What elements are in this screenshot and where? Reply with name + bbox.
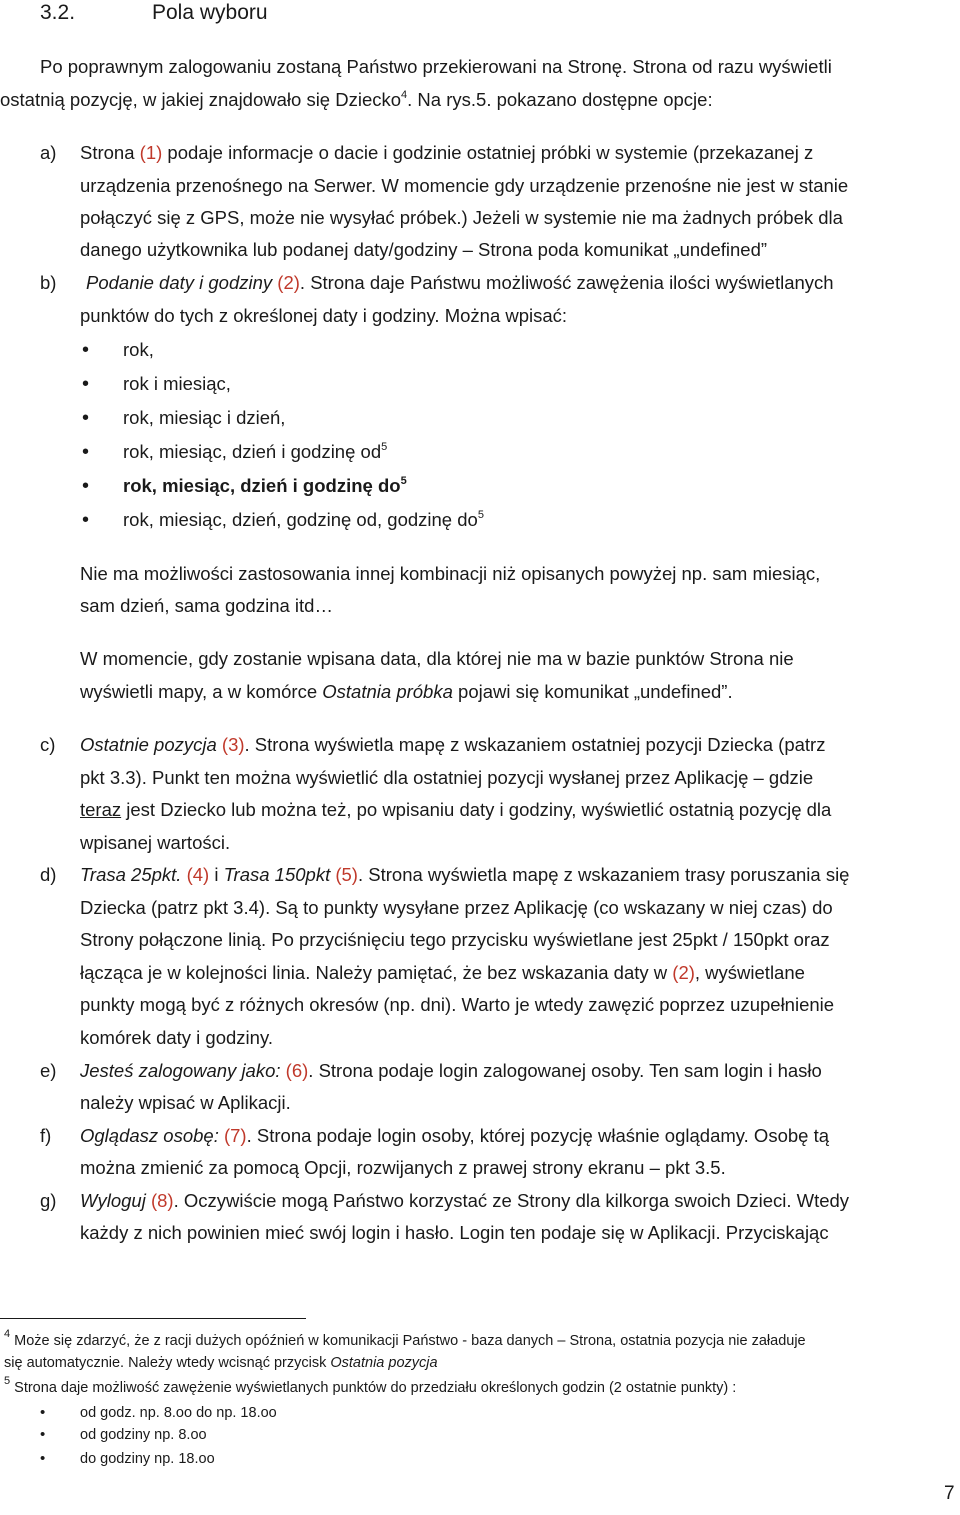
list-item: rok, miesiąc i dzień, (123, 407, 286, 428)
option-title: Jesteś zalogowany jako: (80, 1060, 281, 1081)
bullet-icon: • (40, 1404, 46, 1421)
footnote-ref-5: 5 (381, 441, 388, 453)
list-item: rok, miesiąc, dzień i godzinę $od^5$ (123, 441, 388, 462)
bullet-icon: • (82, 475, 90, 497)
item-marker: c) (40, 734, 56, 755)
item-marker: e) (40, 1060, 57, 1081)
list-item: rok, miesiąc, dzień, godzinę od, godzinę $do^5$ (123, 509, 484, 530)
option-title: Trasa 25pkt. (80, 864, 182, 885)
reference-6: (6) (285, 1060, 309, 1081)
reference-4: (4) (186, 864, 210, 885)
bullet-icon: • (82, 373, 90, 395)
bullet-icon: • (82, 509, 90, 531)
reference-1: (1) (139, 142, 163, 163)
page-number: 7 (944, 1483, 955, 1504)
bullet-icon: • (82, 441, 90, 463)
option-title: Trasa 150pkt (223, 864, 331, 885)
item-marker: f) (40, 1125, 52, 1146)
bullet-icon: • (40, 1450, 46, 1467)
option-title: Wyloguj (80, 1190, 146, 1211)
footnote-ref-4: 4 (401, 89, 408, 101)
footnote-4-cont: się automatycznie. Należy wtedy wcisnąć przycisk Ostatnia pozycja (4, 1355, 438, 1371)
reference-3: (3) (221, 734, 245, 755)
option-title: Podanie daty i godziny (86, 272, 273, 293)
bullet-icon: • (40, 1426, 46, 1443)
item-marker: a) (40, 142, 57, 163)
bullet-icon: • (82, 407, 90, 429)
footnote-ref-5: 5 (400, 475, 407, 487)
bullet-icon: • (82, 339, 90, 361)
reference-5: (5) (335, 864, 358, 885)
item-marker: d) (40, 864, 57, 885)
section-heading (0, 0, 268, 26)
list-item: od godziny np. 8.oo (80, 1427, 207, 1443)
reference-2: (2) (277, 272, 300, 293)
footnote-4: $^4$ Może się zdarzyć, że z racji dużych opóźnień w komunikacji Państwo - baza danych – Strona, ostatnia pozycja nie załaduje (4, 1328, 806, 1349)
list-item: od godz. np. 8.oo do np. 18.oo (80, 1405, 277, 1421)
footnote-5: $^5$ Strona daje możliwość zawężenie wyświetlanych punktów do przedziału określonych godzin (2 ostatnie punkty) : (4, 1375, 737, 1396)
footnote-divider (0, 1318, 306, 1319)
section-title: Pola wyboru (152, 1, 268, 24)
reference-7: (7) (223, 1125, 247, 1146)
item-marker: b) (40, 272, 57, 293)
list-item: rok i miesiąc, (123, 373, 231, 394)
option-title: Oglądasz osobę: (80, 1125, 219, 1146)
document-page: 3.2. Pola wyboru Po poprawnym zalogowaniu zostaną Państwo przekierowani na Stronę. Strona od razu wyświetli ostatnią pozycję, w jakiej znajdowało się Dziecko$^4$. Na rys.5. pokazano dostępne opcje: a) Strona (1) podaje informacje o dacie i godzinie ostatniej próbki w systemie (przekazanej z urządzenia przenośnego na Serwer. W momencie gdy urządzenie przenośne nie jest w stanie połączyć się z GPS, może nie wysyłać próbek.) Jeżeli w systemie nie ma żadnych próbek dla danego użytkownika lub podanej daty/godziny – Strona poda komunikat „undefined” b) Podanie daty i godziny (2). Strona daje Państwu możliwość zawężenia ilości wyświetlanych punktów do tych z określonej daty i godziny. Można wpisać: • rok, • rok i miesiąc, • rok, miesiąc i dzień, • rok, miesiąc, dzień i godzinę $od^5$ • rok, miesiąc, dzień i godzinę $do^5$ • rok, miesiąc, dzień, godzinę od, godzinę $do^5$ Nie ma możliwości zastosowania innej kombinacji niż opisanych powyżej np. sam miesiąc, sam dzień, sama godzina itd… W momencie, gdy zostanie wpisana data, dla której nie ma w bazie punktów Strona nie wyświetli mapy, a w komórce Ostatnia próbka pojawi się komunikat „undefined”. c) Ostatnie pozycja (3). Strona wyświetla mapę z wskazaniem ostatniej pozycji Dziecka (patrz pkt 3.3). Punkt ten można wyświetlić dla ostatniej pozycji wysłanej przez Aplikację – gdzie teraz jest Dziecko lub można też, po wpisaniu daty i godziny, wyświetlić ostatnią pozycję dla wpisanej wartości. d) Trasa 25pkt. (4) i Trasa 150pkt (5). Strona wyświetla mapę z wskazaniem trasy poruszania się Dziecka (patrz pkt 3.4). Są to punkty wysyłane przez Aplikację (co wskazany w niej czas) do Strony połączone linią. Po przyciśnięciu tego przycisku wyświetlane jest 25pkt / 150pkt oraz łącząca je w kolejności linia. Należy pamiętać, że bez wskazania daty w (2), wyświetlane punkty mogą być z różnych okresów (np. dni). Warto je wtedy zawęzić poprzez uzupełnienie komórek daty i godziny. e) Jesteś zalogowany jako: (6). Strona podaje login zalogowanej osoby. Ten sam login i hasło należy wpisać w Aplikacji. f) Oglądasz osobę: (7). Strona podaje login osoby, której pozycję właśnie oglądamy. Osobę tą można zmienić za pomocą Opcji, rozwijanych z prawej strony ekranu – pkt 3.5. g) Wyloguj (8). Oczywiście mogą Państwo korzystać ze Strony dla kilkorga swoich Dzieci. Wtedy każdy z nich powinien mieć swój login i hasło. Login ten podaje się w Aplikacji. Przyciskając $^4$ Może się zdarzyć, że z racji dużych opóźnień w komunikacji Państwo - baza danych – Strona, ostatnia pozycja nie załaduje się automatycznie. Należy wtedy wcisnąć przycisk Ostatnia pozycja $^5$ Strona daje możliwość zawężenie wyświetlanych punktów do przedziału określonych godzin (2 ostatnie punkty) : • od godz. np. 8.oo do np. 18.oo • od godziny np. 8.oo • do godziny np. 18.oo 7 (0, 1, 955, 1504)
list-item: do godziny np. 18.oo (80, 1451, 215, 1467)
item-marker: g) (40, 1190, 57, 1211)
list-item: rok, miesiąc, dzień i godzinę $do^5$ (123, 475, 407, 496)
footnote-ref-5: 5 (477, 509, 484, 521)
option-title: Ostatnie pozycja (80, 734, 217, 755)
section-number: 3.2. (40, 1, 76, 24)
intro-line-1: Po poprawnym zalogowaniu zostaną Państwo przekierowani na Stronę. Strona od razu wyświetli (40, 56, 832, 77)
list-item: rok, (123, 339, 154, 360)
reference-2: (2) (672, 962, 695, 983)
reference-8: (8) (150, 1190, 174, 1211)
intro-line-2: ostatnią pozycję, w jakiej znajdowało się Dziecko$^4$. Na rys.5. pokazano dostępne opcje: (0, 89, 713, 110)
